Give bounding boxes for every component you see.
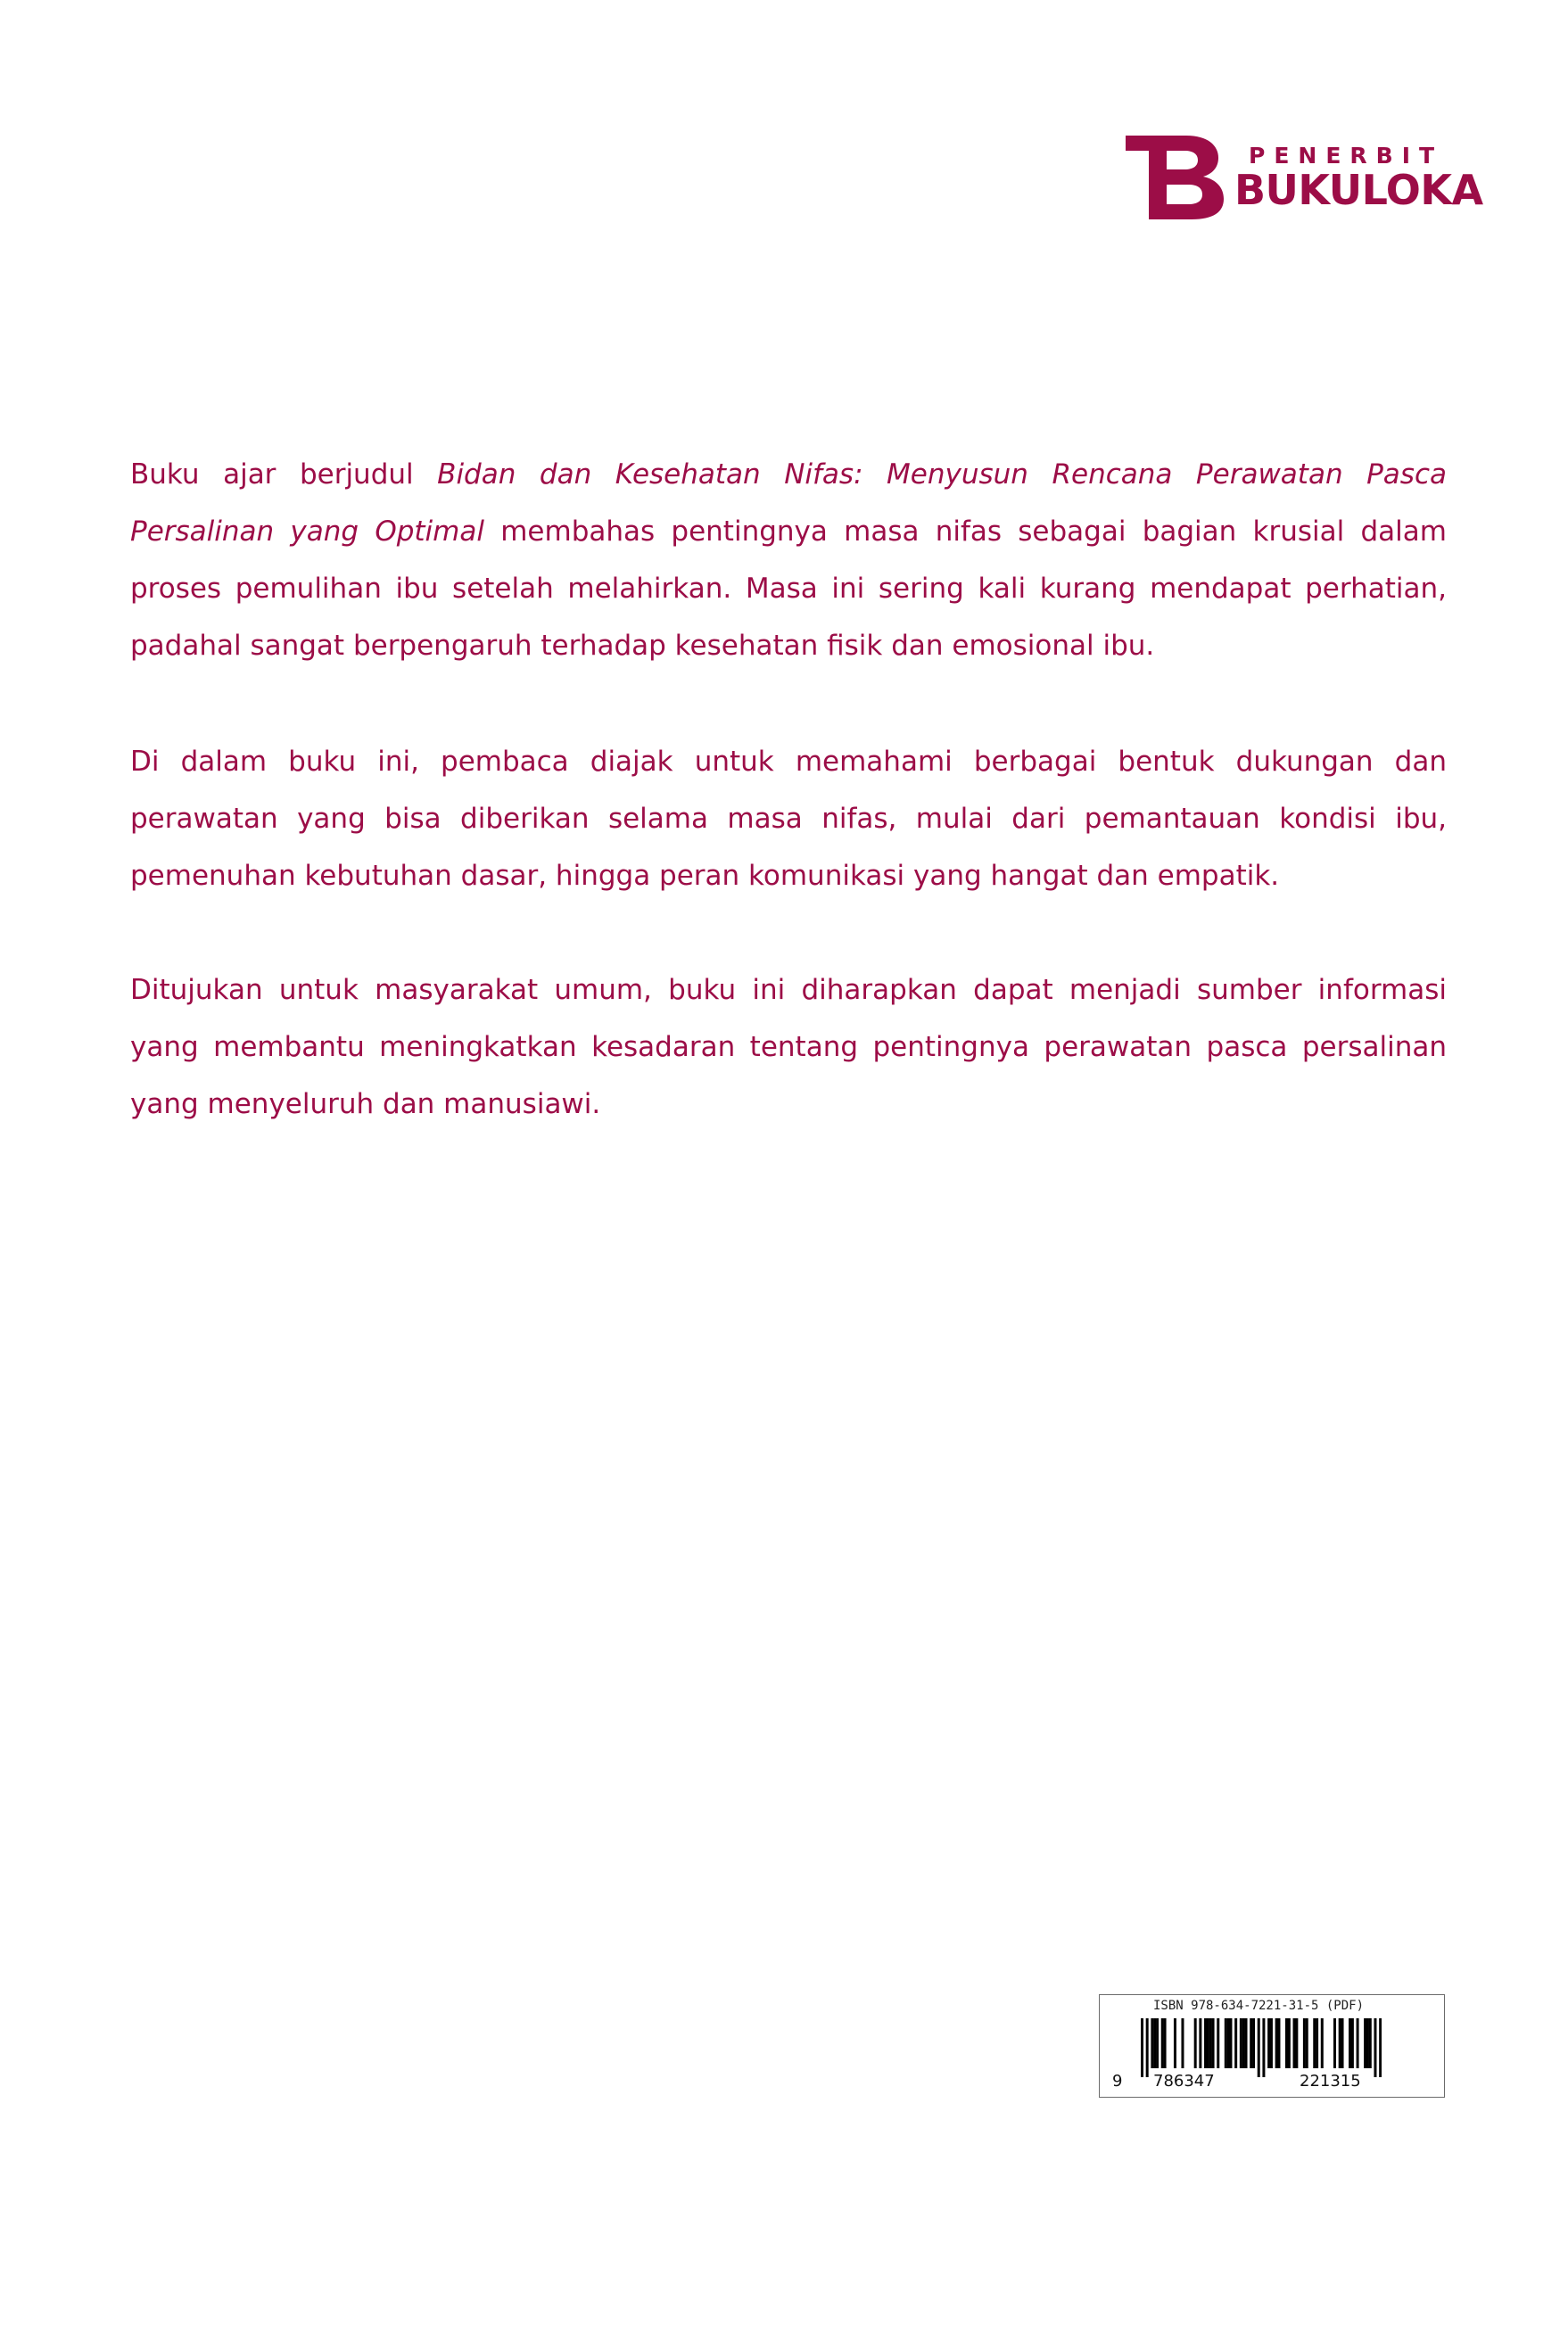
barcode-bar: [1209, 2018, 1212, 2068]
back-cover-description: [130, 446, 1447, 1192]
barcode-bar: [1306, 2018, 1308, 2068]
barcode-bar: [1146, 2018, 1149, 2077]
barcode-bar: [1161, 2018, 1164, 2068]
barcode-bar: [1366, 2018, 1369, 2068]
barcode-bar: [1357, 2018, 1359, 2068]
barcode-bar: [1369, 2018, 1372, 2068]
isbn-barcode-box: [1099, 1994, 1445, 2098]
barcode-bar: [1250, 2018, 1252, 2068]
book-title: Bidan dan Kesehatan Nifas: Menyusun Rencana Perawatan Pasca Persalinan yang Optimal: [130, 458, 1447, 548]
barcode-bar: [1313, 2018, 1316, 2068]
barcode-bar: [1227, 2018, 1230, 2068]
barcode-bar: [1349, 2018, 1351, 2068]
barcode-bar: [1204, 2018, 1207, 2068]
isbn-digits-left: 786347: [1153, 2072, 1215, 2091]
barcode-bar: [1275, 2018, 1278, 2068]
barcode-bar: [1181, 2018, 1184, 2068]
barcode-bar: [1316, 2018, 1318, 2068]
barcode-bar: [1225, 2018, 1227, 2068]
barcode-bar: [1217, 2018, 1219, 2068]
barcode-bar: [1156, 2018, 1159, 2068]
barcode-bar: [1212, 2018, 1215, 2068]
barcode-bar: [1374, 2018, 1376, 2077]
barcode-bar: [1351, 2018, 1354, 2068]
barcode-bar: [1164, 2018, 1167, 2068]
barcode-bar: [1321, 2018, 1324, 2068]
paragraph-2: Di dalam buku ini, pembaca diajak untuk memahami berbagai bentuk dukungan dan perawatan yang bisa diberikan selama masa nifas, mulai dari pemantauan kondisi ibu, pemenuhan kebutuhan dasar, hingga peran komunikasi yang hangat dan empatik.: [130, 746, 1447, 892]
barcode-bar: [1252, 2018, 1255, 2068]
barcode-bar: [1151, 2018, 1153, 2068]
barcode-icon: [1141, 2018, 1382, 2077]
barcode-bar: [1288, 2018, 1291, 2068]
barcode-bar: [1240, 2018, 1242, 2068]
paragraph-1: [130, 446, 1447, 674]
barcode-bar: [1379, 2018, 1382, 2077]
barcode-bar: [1174, 2018, 1176, 2068]
barcode-bar: [1293, 2018, 1296, 2068]
barcode-bar: [1270, 2018, 1273, 2068]
paragraph-3: Ditujukan untuk masyarakat umum, buku ini diharapkan dapat menjadi sumber informasi yang membantu meningkatkan kesadaran tentang pentingnya perawatan pasca persalinan yang menyeluruh dan manusiawi.: [130, 974, 1447, 1120]
barcode-bar: [1262, 2018, 1265, 2077]
publisher-b-logo-icon: [1126, 136, 1226, 219]
isbn-label: ISBN 978-634-7221-31-5 (PDF): [1153, 1999, 1365, 2013]
publisher-name: BUKULOKA: [1234, 166, 1483, 214]
barcode-bar: [1258, 2018, 1260, 2077]
paragraph-1-intro: Buku ajar berjudul: [130, 458, 438, 491]
barcode-bar: [1194, 2018, 1197, 2068]
barcode-bar: [1364, 2018, 1366, 2068]
barcode-bar: [1245, 2018, 1248, 2068]
barcode-bar: [1295, 2018, 1298, 2068]
isbn-digits-right: 221315: [1300, 2072, 1361, 2091]
barcode-bar: [1267, 2018, 1270, 2068]
barcode-bar: [1234, 2018, 1237, 2068]
barcode-bar: [1229, 2018, 1232, 2068]
barcode-bar: [1333, 2018, 1336, 2068]
barcode-bar: [1199, 2018, 1201, 2068]
paragraph-1-body: membahas pentingnya masa nifas sebagai bagian krusial dalam proses pemulihan ibu setelah melahirkan. Masa ini sering kali kurang mendapat perhatian, padahal sangat berpengaruh terhadap kesehatan fisik dan emosional ibu.: [130, 516, 1447, 662]
barcode-bar: [1141, 2018, 1143, 2077]
barcode-bar: [1303, 2018, 1306, 2068]
barcode-bar: [1277, 2018, 1280, 2068]
barcode-bar: [1285, 2018, 1288, 2068]
publisher-logo: [1126, 134, 1483, 219]
barcode-bar: [1153, 2018, 1156, 2068]
barcode-bar: [1207, 2018, 1209, 2068]
barcode-bar: [1339, 2018, 1341, 2068]
barcode-bar: [1341, 2018, 1344, 2068]
isbn-digit-first: 9: [1112, 2072, 1123, 2091]
publisher-label: PENERBIT: [1249, 143, 1444, 169]
barcode-bar: [1242, 2018, 1245, 2068]
